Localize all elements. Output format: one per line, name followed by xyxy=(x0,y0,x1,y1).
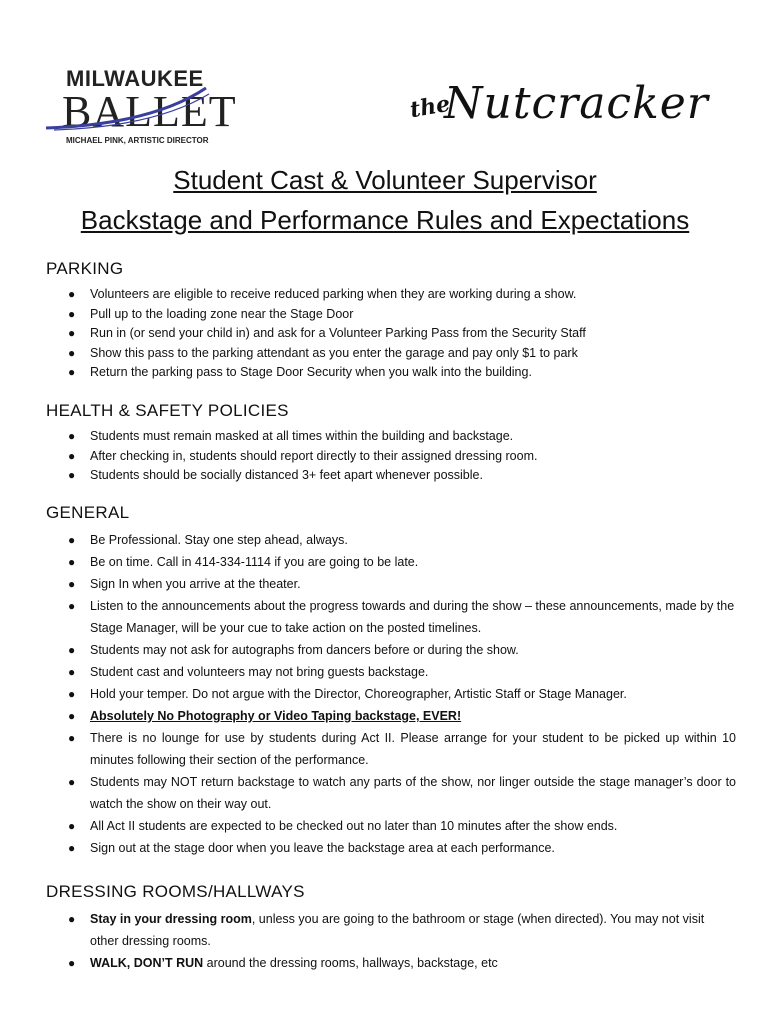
list-item: ● Student cast and volunteers may not bring guests backstage. xyxy=(46,661,736,683)
list-item: ● Be Professional. Stay one step ahead, always. xyxy=(46,529,736,551)
nutcracker-logo xyxy=(402,72,709,152)
document-title-line1: Student Cast & Volunteer Supervisor xyxy=(173,165,597,195)
bullet-icon: ● xyxy=(68,731,76,745)
list-item: ● Be on time. Call in 414-334-1114 if you are going to be late. xyxy=(46,551,736,573)
logo-swoosh-icon xyxy=(44,86,214,136)
bullet-icon: ● xyxy=(68,345,76,360)
list-item: ● WALK, DON’T RUN around the dressing rooms, hallways, backstage, etc xyxy=(46,952,736,974)
general-section xyxy=(46,503,736,859)
document-title-line2: Backstage and Performance Rules and Expectations xyxy=(80,205,690,235)
list-item: ● Students must remain masked at all times within the building and backstage. xyxy=(46,427,736,447)
general-heading: GENERAL xyxy=(46,503,130,522)
list-item: ● Students may not ask for autographs from dancers before or during the show. xyxy=(46,639,736,661)
bullet-icon: ● xyxy=(68,665,76,679)
parking-section xyxy=(46,259,736,383)
list-item: ● Students may NOT return backstage to watch any parts of the show, nor linger outside the stage manager’s door to watch the show on their way out. xyxy=(46,771,736,815)
list-item: ● Hold your temper. Do not argue with the Director, Choreographer, Artistic Staff or Stage Manager. xyxy=(46,683,736,705)
bullet-icon: ● xyxy=(68,429,76,443)
health-list xyxy=(46,427,736,486)
dressing-rooms-heading: DRESSING ROOMS/HALLWAYS xyxy=(46,882,305,901)
list-item: ● Return the parking pass to Stage Door Security when you walk into the building. xyxy=(46,363,736,383)
logo-artistic-director-text: MICHAEL PINK, ARTISTIC DIRECTOR xyxy=(66,136,209,145)
list-item: ● Pull up to the loading zone near the Stage Door xyxy=(46,305,736,325)
bullet-icon: ● xyxy=(68,365,76,379)
bullet-icon: ● xyxy=(68,468,76,482)
dressing-rooms-list xyxy=(46,908,736,974)
bullet-icon: ● xyxy=(68,448,76,463)
logo-milwaukee-text: MILWAUKEE xyxy=(66,66,204,91)
list-item: ● Sign out at the stage door when you leave the backstage area at each performance. xyxy=(46,837,736,859)
bullet-icon: ● xyxy=(68,709,76,723)
list-item: ● Students should be socially distanced 3+ feet apart whenever possible. xyxy=(46,466,736,486)
general-list xyxy=(46,529,736,859)
list-item: ● Run in (or send your child in) and ask for a Volunteer Parking Pass from the Security Staff xyxy=(46,324,736,344)
list-item: ● There is no lounge for use by students during Act II. Please arrange for your student to be picked up within 10 minutes following their section of the performance. xyxy=(46,727,736,771)
bullet-icon: ● xyxy=(68,841,76,855)
health-section xyxy=(46,401,736,486)
list-item: ● After checking in, students should report directly to their assigned dressing room. xyxy=(46,447,736,467)
list-item: ● Absolutely No Photography or Video Taping backstage, EVER! xyxy=(46,705,736,727)
bullet-icon: ● xyxy=(68,819,76,833)
list-item: ● Show this pass to the parking attendant as you enter the garage and pay only $1 to park xyxy=(46,344,736,364)
bullet-icon: ● xyxy=(68,555,76,569)
list-item: ● Stay in your dressing room, unless you are going to the bathroom or stage (when directed). You may not visit other dressing rooms. xyxy=(46,908,736,952)
bullet-icon: ● xyxy=(68,775,76,789)
parking-heading: PARKING xyxy=(46,259,124,278)
dressing-rooms-section xyxy=(46,882,736,974)
bullet-icon: ● xyxy=(68,577,76,591)
logo-nutcracker-text: Nutcracker xyxy=(444,78,709,129)
bullet-icon: ● xyxy=(68,912,76,926)
bullet-icon: ● xyxy=(68,287,76,301)
bullet-icon: ● xyxy=(68,326,76,340)
logo-the-text: the xyxy=(408,90,453,124)
logo-ballet-text: BALLET xyxy=(62,87,237,136)
bullet-icon: ● xyxy=(68,533,76,547)
bullet-icon: ● xyxy=(68,599,76,613)
health-heading: HEALTH & SAFETY POLICIES xyxy=(46,401,289,420)
bullet-icon: ● xyxy=(68,643,76,657)
list-item: ● Sign In when you arrive at the theater. xyxy=(46,573,736,595)
bullet-icon: ● xyxy=(68,306,76,321)
list-item: ● Volunteers are eligible to receive reduced parking when they are working during a show. xyxy=(46,285,736,305)
list-item: ● All Act II students are expected to be checked out no later than 10 minutes after the show ends. xyxy=(46,815,736,837)
milwaukee-ballet-logo xyxy=(44,66,237,156)
bullet-icon: ● xyxy=(68,687,76,701)
list-item: ● Listen to the announcements about the progress towards and during the show – these announcements, made by the Stage Manager, will be your cue to take action on the posted timelines. xyxy=(46,595,736,639)
bullet-icon: ● xyxy=(68,956,76,970)
parking-list xyxy=(46,285,736,383)
